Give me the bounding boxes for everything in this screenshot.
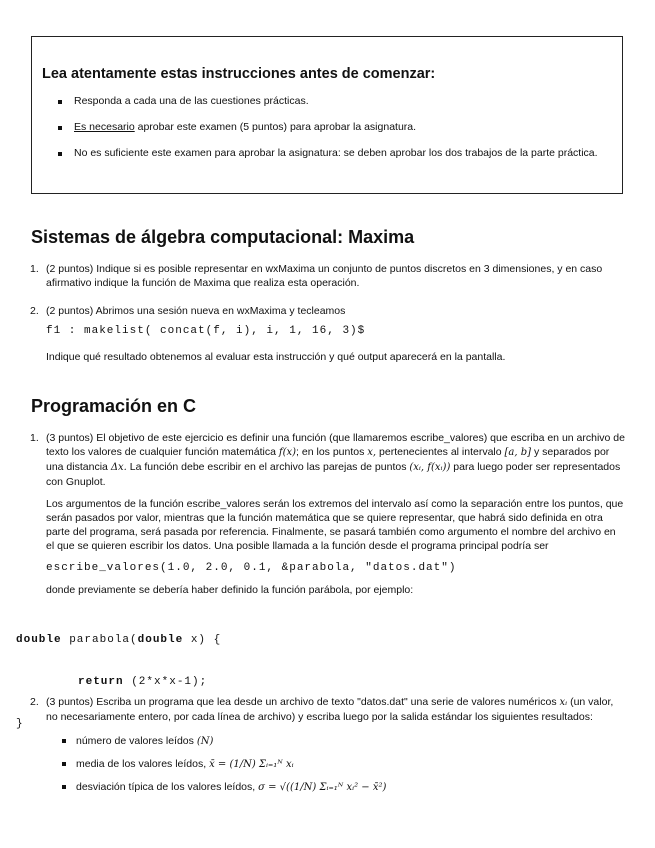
code-line: f1 : makelist( concat(f, i), i, 1, 16, 3)$ (46, 325, 366, 337)
emphasis-text: Es necesario (74, 121, 135, 133)
section-title-maxima: Sistemas de álgebra computacional: Maxima (31, 227, 415, 247)
question-paragraph: (3 puntos) El objetivo de este ejercicio es definir una función (que llamaremos escribe_valores) que escriba en un archivo de texto los valores de cualquier función matemática f(x); en los puntos x, pertenecientes al intervalo [a, b] y separados por una distancia Δx. La función debe escribir en el archivo las parejas de puntos (xᵢ, f(xᵢ)) para luego poder ser representados con Gnuplot. (46, 432, 625, 488)
text: (3 puntos) El objetivo de este ejercicio es definir una función (que llamaremos escribe_valores) que escriba en un archivo de texto los valores de cualquier función matemática (46, 432, 625, 458)
code-line (16, 675, 626, 689)
question-number: 2. (30, 696, 39, 708)
instructions-list (56, 95, 608, 173)
question-paragraph: donde previamente se debería haber definido la función parábola, por ejemplo: (46, 584, 414, 596)
text: (3 puntos) Escriba un programa que lea desde un archivo de texto "datos.dat" una serie de valores numéricos (46, 696, 557, 708)
code-line: escribe_valores(1.0, 2.0, 0.1, &parabola, "datos.dat") (46, 562, 457, 574)
list-item: No es suficiente este examen para aprobar la asignatura: se deben aprobar los dos trabajos de la parte práctica. (56, 147, 608, 160)
math-fx: f(x) (278, 447, 297, 458)
question-number: 2. (30, 305, 39, 317)
math-expression: (N) (196, 736, 214, 747)
text: y separados por una distancia (46, 446, 610, 473)
list-item (60, 757, 626, 772)
result-label: desviación típica de los valores leídos, (76, 781, 256, 793)
math-x: x, (367, 447, 377, 458)
question-maxima-2 (30, 304, 626, 364)
question-number: 1. (30, 263, 39, 275)
math-expression: σ = √((1/N) Σᵢ₌₁ᴺ xᵢ² − x̄²) (258, 782, 387, 793)
math-xi: xᵢ (559, 697, 568, 708)
question-maxima-1 (30, 262, 626, 290)
math-dx: Δx. (110, 462, 127, 473)
code-line (16, 633, 626, 647)
code-text: x) { (183, 634, 222, 646)
math-interval: [a, b] (504, 447, 532, 458)
question-paragraph (46, 695, 626, 724)
list-item (60, 734, 626, 749)
code-text: parabola( (61, 634, 138, 646)
question-text: (2 puntos) Indique si es posible representar en wxMaxima un conjunto de puntos discretos en 3 dimensiones, y en caso afirmativo indique la función de Maxima que realiza esta operación. (46, 263, 603, 289)
text: para luego poder ser representados con Gnuplot. (46, 461, 621, 488)
result-label: número de valores leídos (76, 735, 194, 747)
question-text: (2 puntos) Abrimos una sesión nueva en wxMaxima y tecleamos (46, 305, 346, 317)
code-keyword: return (78, 676, 124, 688)
result-label: media de los valores leídos, (76, 758, 207, 770)
results-list (60, 734, 626, 795)
text: La función debe escribir en el archivo las parejas de puntos (129, 461, 407, 473)
list-item-text: aprobar este examen (5 puntos) para aprobar la asignatura. (137, 121, 417, 133)
list-item (56, 121, 608, 134)
question-paragraph: Los argumentos de la función escribe_valores serán los extremos del intervalo así como la separación entre los puntos, que serán pasados por valor, mientras que la función matemática que se quiere representar, que habrá sido definida en otra parte del programa, será pasada por referencia. Finalmente, se pasará también como argumento el nombre del archivo en el que se quieren escribir los datos. Una posible llamada a la función desde el programa principal podría ser (46, 498, 624, 552)
question-c-2 (30, 695, 626, 803)
list-item (60, 780, 626, 795)
text: (un valor, no necesariamente entero, por cada línea de archivo) y escriba luego por la salida estándar los siguientes resultados: (46, 696, 614, 723)
instructions-box (31, 36, 623, 194)
math-pair: (xᵢ, f(xᵢ)) (409, 462, 451, 473)
section-title-c: Programación en C (31, 396, 197, 416)
text: en los puntos (301, 446, 365, 458)
code-text: (2*x*x-1); (123, 676, 208, 688)
code-line: } (16, 718, 24, 730)
code-keyword: double (16, 634, 62, 646)
math-expression: x̄ = (1/N) Σᵢ₌₁ᴺ xᵢ (209, 759, 294, 770)
question-number: 1. (30, 432, 39, 444)
instructions-title: Lea atentamente estas instrucciones antes de comenzar: (42, 66, 436, 82)
list-item: Responda a cada una de las cuestiones prácticas. (56, 95, 608, 108)
code-keyword: double (137, 634, 184, 646)
question-text-after: Indique qué resultado obtenemos al evaluar esta instrucción y qué output aparecerá en la pantalla. (46, 351, 506, 363)
text: pertenecientes al intervalo (379, 446, 502, 458)
